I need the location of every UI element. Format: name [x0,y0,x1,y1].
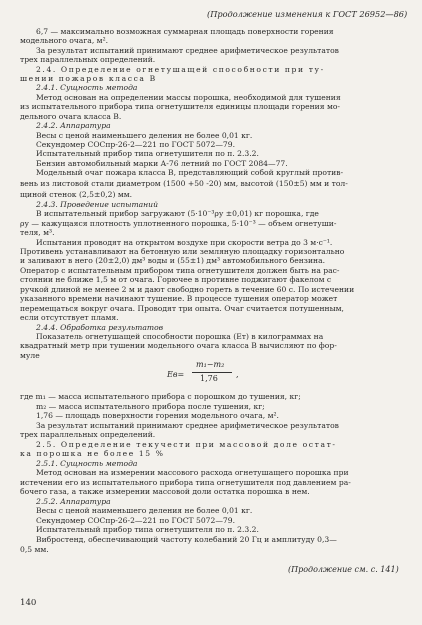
text-line: За результат испытаний принимают среднее арифметическое результатов [36,46,339,55]
text-line: m₂ — масса испытательного прибора после тушения, кг; [36,402,265,411]
text-line: Испытания проводят на открытом воздухе при скорости ветра до 3 м·с⁻¹. [36,238,333,247]
fraction-bar [192,372,232,373]
text-line: муле [20,351,40,360]
text-line: Метод основан на измерении массового расхода огнетушащего порошка при [36,468,349,477]
text-line: Метод основан на определении массы порошка, необходимой для тушения [36,93,341,102]
text-line: 1,76 — площадь поверхности горения модельного очага, м². [36,411,279,420]
text-line: ρу — кажущаяся плотность уплотненного порошка, 5·10⁻³ — объем огнетуши- [20,219,337,228]
text-line: Модельный очаг пожара класса В, представляющий собой круглый против- [36,168,344,177]
formula-tail: , [236,370,239,379]
text-line: указанного времени начинают тушение. В процессе тушения оператор может [20,294,338,303]
text-line: и заливают в него (20±2,0) дм³ воды и (55±1) дм³ автомобильного бензина. [20,256,326,265]
text-line: Секундомер СОСпр-26-2—221 по ГОСТ 5072—79. [36,140,235,149]
text-line: Вибростенд, обеспечивающий частоту колебаний 20 Гц и амплитуду 0,3— [36,535,337,544]
page-number: 140 [20,598,37,608]
formula-lhs: Eв= [167,370,185,379]
text-line: трех параллельных определений. [20,430,156,439]
subsection-heading: 2.5.2. Аппаратура [36,497,111,506]
page-header: (Продолжение изменения к ГОСТ 26952—86) [207,9,408,19]
section-heading: ка порошка не более 15 % [20,449,165,458]
text-line: Бензин автомобильный марки А-76 летний по ГОСТ 2084—77. [36,159,288,168]
subsection-heading: 2.4.4. Обработка результатов [36,323,164,332]
text-line: Испытательный прибор типа огнетушителя по п. 2.3.2. [36,525,259,534]
text-line: трех параллельных определений. [20,55,156,64]
formula-numerator: m₁−m₂ [196,360,225,369]
text-line: 0,5 мм. [20,545,49,554]
section-heading: 2.5. Определение текучести при массовой доле остат- [36,440,337,449]
text-line: стоянии не ближе 1,5 м от очага. Горючее в противне поджигают факелом с [20,275,332,284]
text-line: теля, м³. [20,228,55,237]
subsection-heading: 2.5.1. Сущность метода [36,459,138,468]
text-line: Оператор с испытательным прибором типа огнетушителя должен быть на рас- [20,266,340,275]
text-line: Показатель огнетушащей способности порошка (Eт) в килограммах на [36,332,324,341]
subsection-heading: 2.4.2. Аппаратура [36,121,111,130]
text-line: Весы с ценой наименьшего деления не более 0,01 кг. [36,506,253,515]
text-line: щиной стенок (2,5±0,2) мм. [20,190,133,199]
text-line: перемещаться вокруг очага. Проводят три опыта. Очаг считается потушенным, [20,304,344,313]
formula-denominator: 1,76 [200,374,218,383]
section-heading: шении пожаров класса В [20,74,157,83]
continuation-note: (Продолжение см. с. 141) [288,565,399,574]
subsection-heading: 2.4.3. Проведение испытаний [36,200,158,209]
text-line: из испытательного прибора типа огнетушителя единицы площади горения мо- [20,102,340,111]
section-heading: 2.4. Определение огнетушащей способности при ту- [36,65,325,74]
text-line: если отсутствует пламя. [20,313,119,322]
text-line: вень из листовой стали диаметром (1500 +50 -20) мм, высотой (150±5) мм и тол- [20,179,348,188]
text-line: бочего газа, а также измерении массовой доли остатка порошка в нем. [20,487,310,496]
text-line: модельного очага, м². [20,36,109,45]
text-line: За результат испытаний принимают среднее арифметическое результатов [36,421,339,430]
text-line: Противень устанавливают на бетонную или земляную площадку горизонтально [20,247,345,256]
text-line: В испытательный прибор загружают (5·10⁻³ρу ±0,01) кг порошка, где [36,209,319,218]
text-line: Испытательный прибор типа огнетушителя по п. 2.3.2. [36,149,259,158]
text-line: Секундомер СОСпр-26-2—221 по ГОСТ 5072—79. [36,516,235,525]
text-line: истечении его из испытательного прибора типа огнетушителя под давлением ра- [20,478,351,487]
text-line: где m₁ — масса испытательного прибора с порошком до тушения, кг; [20,392,301,401]
text-line: ручкой длиной не менее 2 м и дают свободно гореть в течение 60 с. По истечении [20,285,355,294]
text-line: 6,7 — максимально возможная суммарная площадь поверхности горения [36,27,334,36]
text-line: Весы с ценой наименьшего деления не более 0,01 кг. [36,131,253,140]
text-line: дельного очага класса В. [20,112,122,121]
subsection-heading: 2.4.1. Сущность метода [36,83,138,92]
text-line: квадратный метр при тушении модельного очага класса В вычисляют по фор- [20,341,337,350]
